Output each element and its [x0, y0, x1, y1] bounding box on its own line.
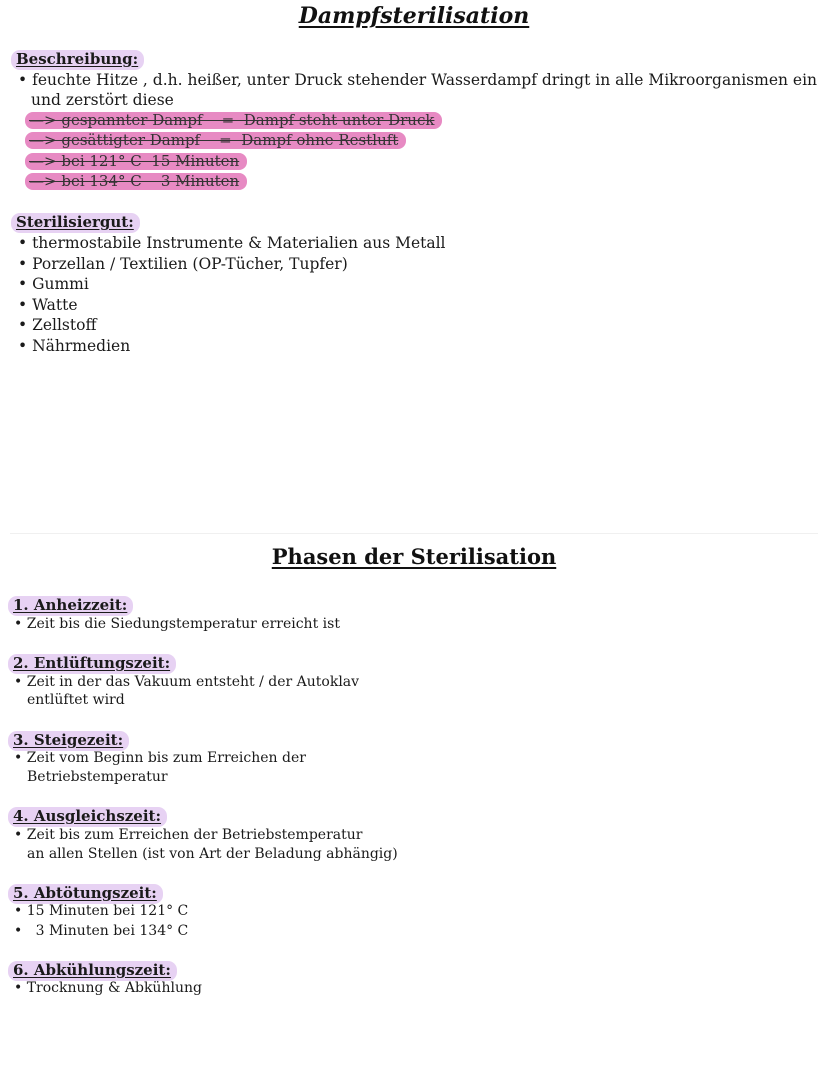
phase-text: • 15 Minuten bei 121° C [14, 902, 188, 921]
phase-heading: 1. Anheizzeit: [8, 596, 133, 616]
list-item: • Watte [18, 295, 78, 315]
phase-heading: 5. Abtötungszeit: [8, 884, 163, 904]
beschreibung-heading: Beschreibung: [11, 50, 144, 70]
list-item: • Nährmedien [18, 336, 130, 356]
phase-heading: 4. Ausgleichszeit: [8, 807, 167, 827]
highlight-134: —> bei 134° C 3 Minuten [25, 173, 247, 190]
phase-text-cont: Betriebstemperatur [27, 769, 168, 785]
section-divider [10, 533, 818, 534]
phase-text-cont: an allen Stellen (ist von Art der Beladung abhängig) [27, 846, 398, 862]
phase-text: • Zeit bis zum Erreichen der Betriebstemperatur [14, 826, 362, 845]
phase-text: • Zeit vom Beginn bis zum Erreichen der [14, 749, 306, 768]
phase-text: • Trocknung & Abkühlung [14, 979, 202, 998]
section-title: Phasen der Sterilisation [271, 544, 557, 569]
phase-text: • Zeit in der das Vakuum entsteht / der Autoklav [14, 673, 359, 692]
sterilisiergut-heading: Sterilisiergut: [11, 213, 140, 233]
page-title: Dampfsterilisation [298, 3, 530, 29]
phase-heading: 6. Abkühlungszeit: [8, 961, 177, 981]
highlight-121: —> bei 121° C 15 Minuten [25, 153, 247, 170]
list-item: • thermostabile Instrumente & Materialien aus Metall [18, 233, 446, 253]
phase-heading: 2. Entlüftungszeit: [8, 654, 176, 674]
list-item: • Zellstoff [18, 315, 96, 335]
highlight-gespannter-dampf: —> gespannter Dampf = Dampf steht unter Druck [25, 112, 442, 129]
highlight-gesaettigter-dampf: —> gesättigter Dampf = Dampf ohne Restluft [25, 132, 406, 149]
beschreibung-text: • feuchte Hitze , d.h. heißer, unter Druck stehender Wasserdampf dringt in alle Mikroorganismen ein [18, 70, 817, 90]
list-item: • Gummi [18, 274, 89, 294]
beschreibung-text-cont: und zerstört diese [31, 91, 174, 109]
list-item: • Porzellan / Textilien (OP-Tücher, Tupfer) [18, 254, 348, 274]
phase-text: • Zeit bis die Siedungstemperatur erreicht ist [14, 615, 340, 634]
phase-heading: 3. Steigezeit: [8, 731, 129, 751]
phase-text-cont: entlüftet wird [27, 692, 125, 708]
phase-text: • 3 Minuten bei 134° C [14, 922, 188, 941]
